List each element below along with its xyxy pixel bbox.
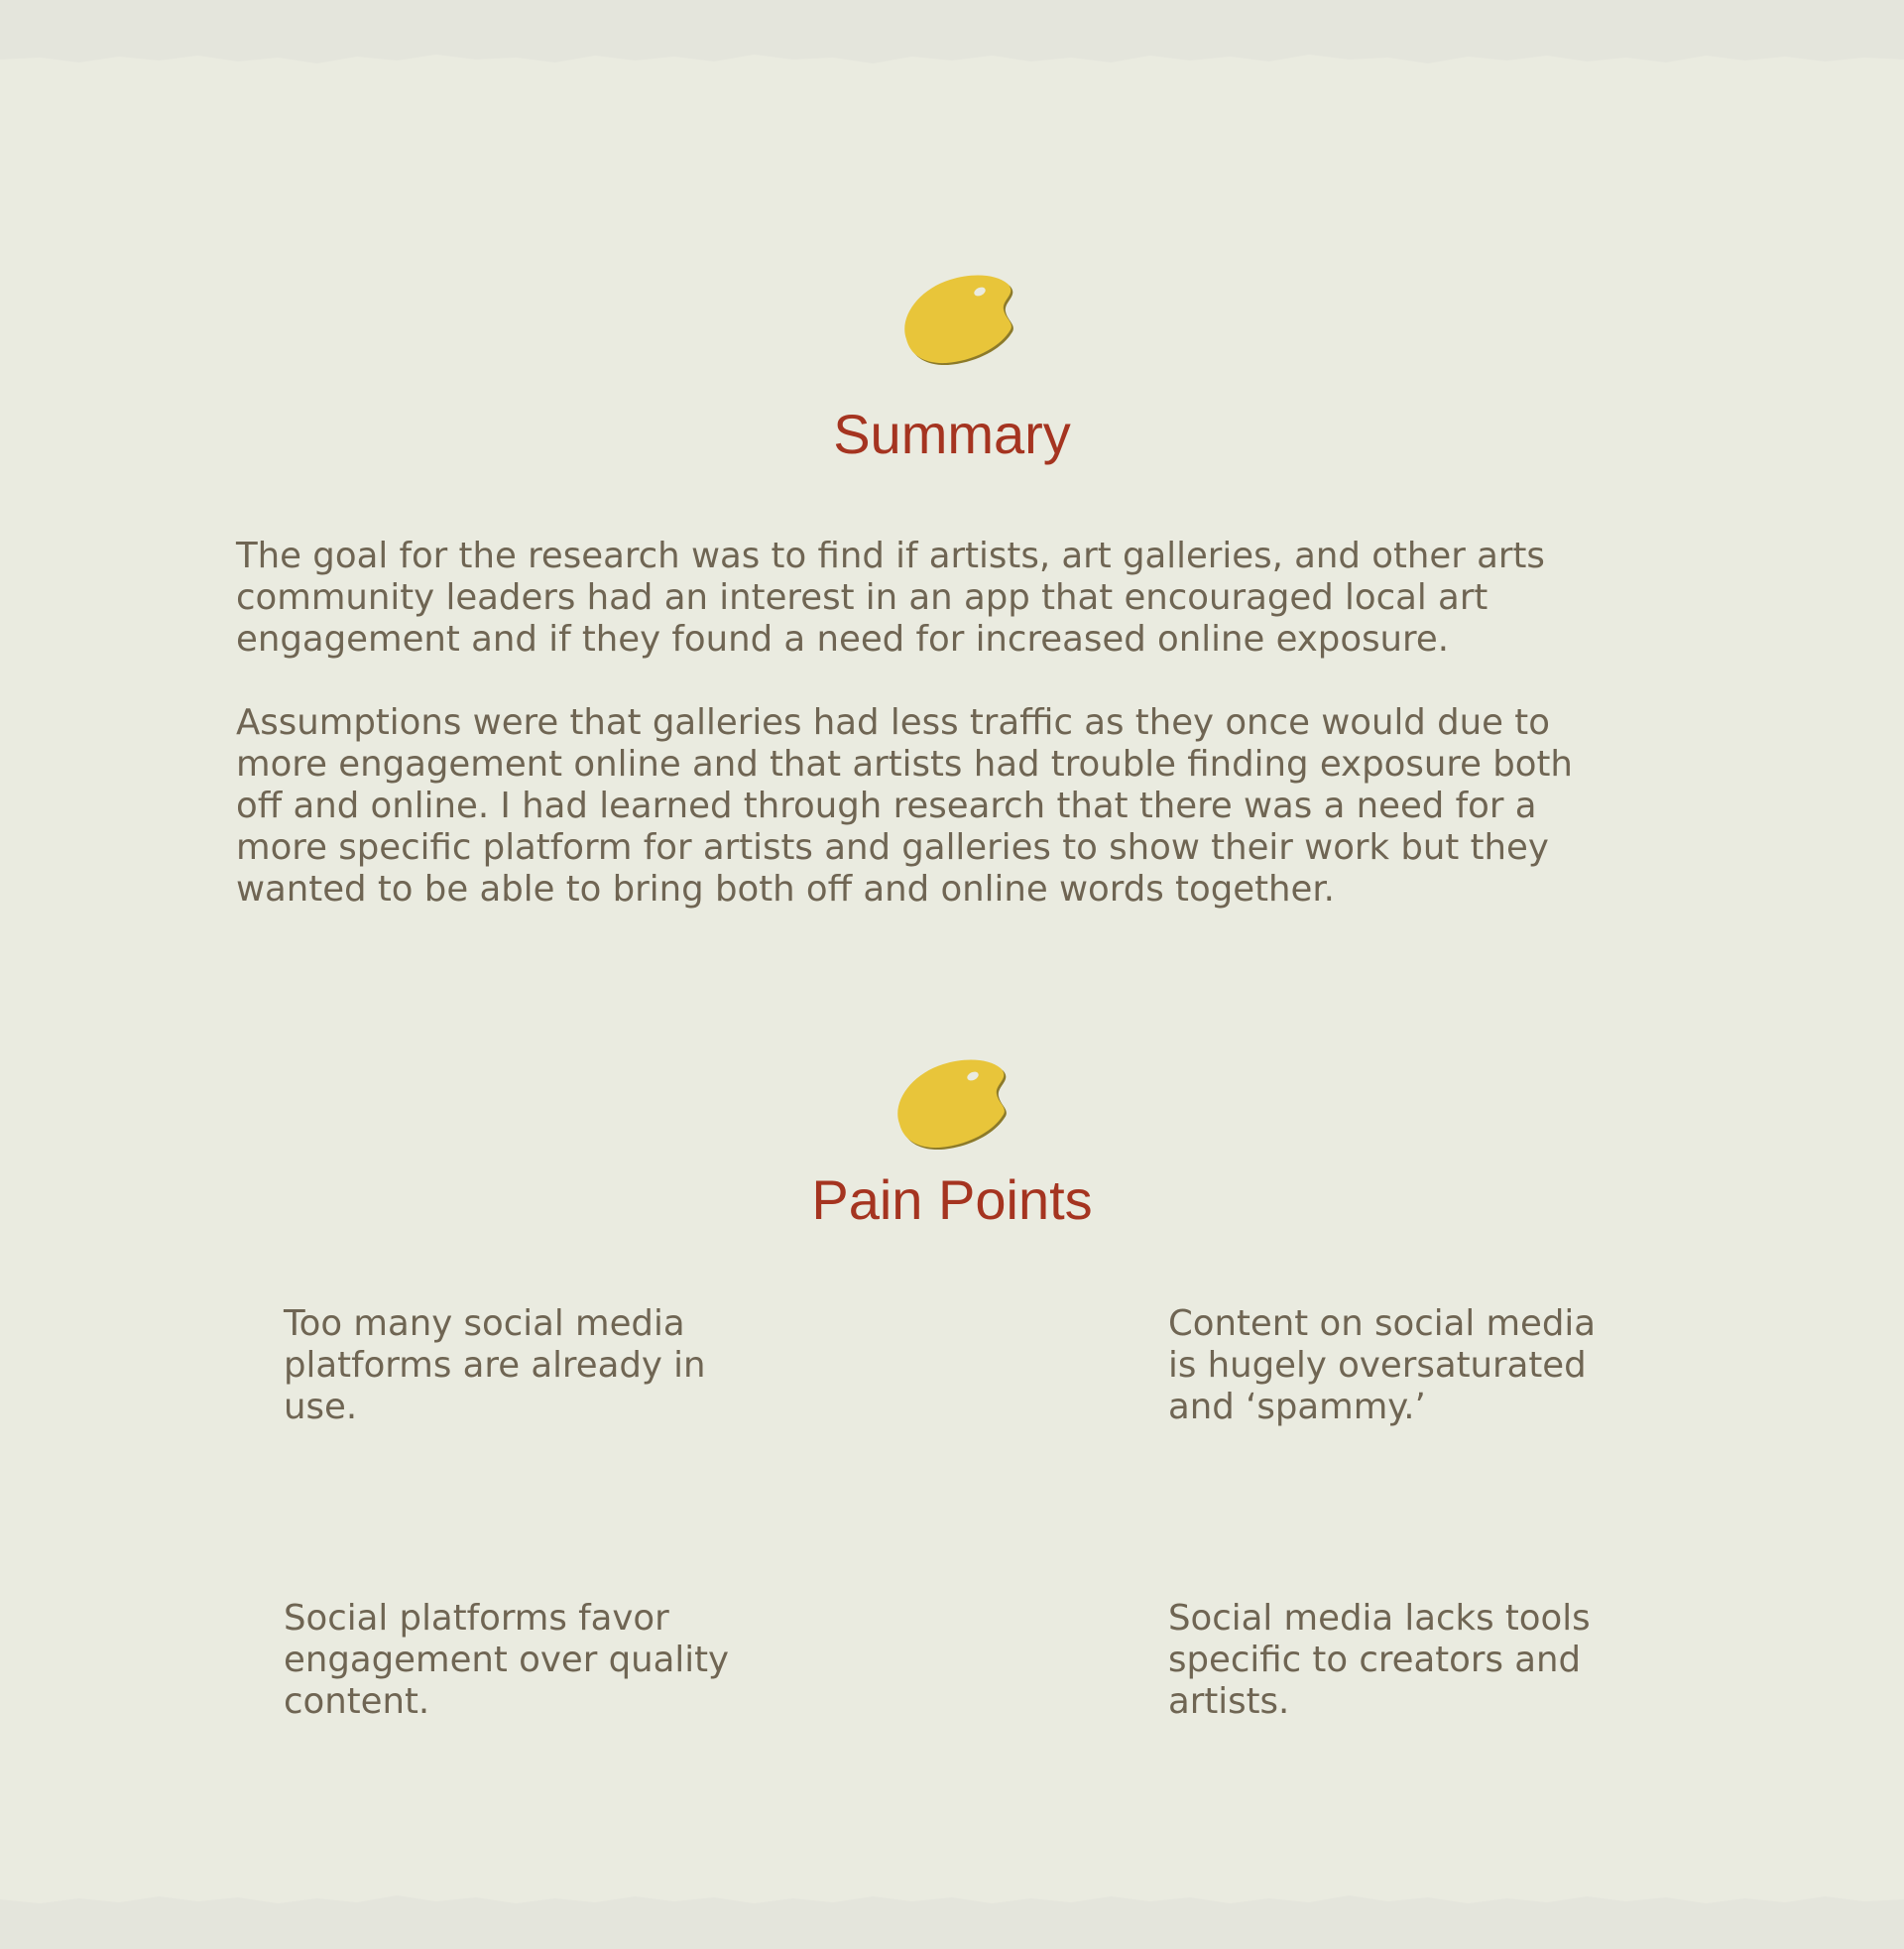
summary-paragraph-assumptions: Assumptions were that galleries had less traffic as they once would due to more engagement online and that artists had trouble finding exposure both off and online. I had learned through research that there was a need for a more specific platform for artists and galleries to show their work but they wanted to be able to bring both off and online words together. bbox=[236, 702, 1573, 910]
pain-point-item: Social media lacks tools specific to creators and artists. bbox=[1168, 1598, 1591, 1722]
pain-point-item: Too many social media platforms are already in use. bbox=[284, 1303, 706, 1427]
summary-paragraph-goal: The goal for the research was to find if artists, art galleries, and other arts community leaders had an interest in an app that encouraged local art engagement and if they found a need for increased online exposure. bbox=[236, 536, 1545, 660]
pain-point-item: Content on social media is hugely oversaturated and ‘spammy.’ bbox=[1168, 1303, 1597, 1427]
pain-point-item: Social platforms favor engagement over quality content. bbox=[284, 1598, 730, 1722]
palette-icon bbox=[893, 1054, 1009, 1150]
pain-points-heading: Pain Points bbox=[811, 1168, 1093, 1231]
summary-heading: Summary bbox=[833, 403, 1071, 465]
palette-icon bbox=[900, 270, 1015, 365]
